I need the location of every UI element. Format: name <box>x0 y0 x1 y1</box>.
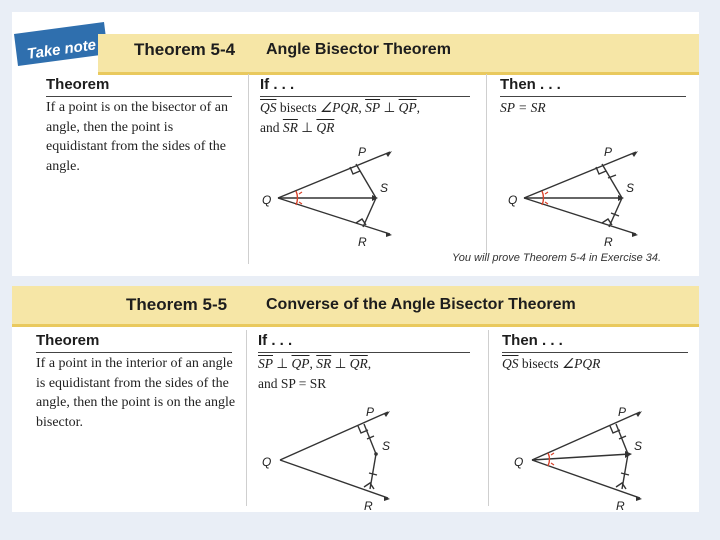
take-note-label: Take note <box>25 36 98 63</box>
theorem-5-4-col-then-head: Then . . . <box>500 76 561 93</box>
theorem-5-5-panel <box>12 286 699 512</box>
label-r: R <box>604 235 613 249</box>
theorem-5-5-if-line-1: $\overline{SP}$ ⊥ $\overline{QP}$, $\overline{SR}$ ⊥ $\overline{QR}$, <box>258 356 372 371</box>
theorem-5-4-name: Angle Bisector Theorem <box>266 41 451 58</box>
theorem-5-4-if-line-1: $\overline{QS}$ bisects ∠PQR, $\overline{SP}$ ⊥ $\overline{QP}$, <box>260 100 420 115</box>
label-s: S <box>634 439 643 453</box>
theorem-5-4-then: SP = SR <box>500 100 546 115</box>
take-note-tab <box>12 20 110 62</box>
theorem-5-5-col-theorem-head: Theorem <box>36 332 100 349</box>
theorem-5-5-number: Theorem 5-5 <box>126 295 228 314</box>
divider <box>248 74 249 264</box>
rule <box>500 96 686 97</box>
label-q: Q <box>262 193 272 207</box>
theorem-5-4-if-line-2: and $\overline{SR}$ ⊥ $\overline{QR}$ <box>260 120 335 135</box>
theorem-5-5-then: $\overline{QS}$ bisects ∠PQR <box>502 356 601 371</box>
theorem-5-4-if-diagram <box>252 142 412 247</box>
theorem-5-4-footnote: You will prove Theorem 5-4 in Exercise 34. <box>452 252 662 264</box>
theorem-5-5-name: Converse of the Angle Bisector Theorem <box>266 296 576 313</box>
label-p: P <box>366 405 375 419</box>
divider <box>488 330 489 506</box>
theorem-5-4-then-diagram <box>498 142 658 247</box>
label-s: S <box>380 181 389 195</box>
theorem-5-5-col-then-head: Then . . . <box>502 332 563 349</box>
theorem-5-5-if-line-2: and SP = SR <box>258 376 327 391</box>
theorem-5-4-number: Theorem 5-4 <box>134 40 236 59</box>
theorem-5-4-statement: If a point is on the bisector of an angle, then the point is equidistant from the sides of the angle. <box>46 100 228 174</box>
theorem-5-5-then-diagram <box>502 402 662 512</box>
label-q: Q <box>262 455 272 469</box>
rule <box>46 96 232 97</box>
rule <box>258 352 470 353</box>
theorem-5-4-panel <box>12 12 699 276</box>
label-p: P <box>618 405 627 419</box>
label-r: R <box>358 235 367 249</box>
rule <box>260 96 470 97</box>
label-p: P <box>604 145 613 159</box>
theorem-5-4-col-theorem-head: Theorem <box>46 76 110 93</box>
rule <box>36 352 232 353</box>
theorem-5-4-col-if-head: If . . . <box>260 76 295 93</box>
theorem-5-5-if-diagram <box>250 402 410 512</box>
label-s: S <box>382 439 391 453</box>
divider <box>486 74 487 254</box>
label-q: Q <box>508 193 518 207</box>
label-r: R <box>616 499 625 513</box>
rule <box>502 352 688 353</box>
theorem-5-5-col-if-head: If . . . <box>258 332 293 349</box>
theorem-5-5-statement: If a point in the interior of an angle is equidistant from the sides of the angle, then the point is on the angle bisector. <box>36 356 236 430</box>
label-p: P <box>358 145 367 159</box>
divider <box>246 330 247 506</box>
theorem-5-5-header <box>12 286 699 327</box>
label-q: Q <box>514 455 524 469</box>
label-r: R <box>364 499 373 513</box>
label-s: S <box>626 181 635 195</box>
theorem-5-4-header <box>98 34 699 75</box>
